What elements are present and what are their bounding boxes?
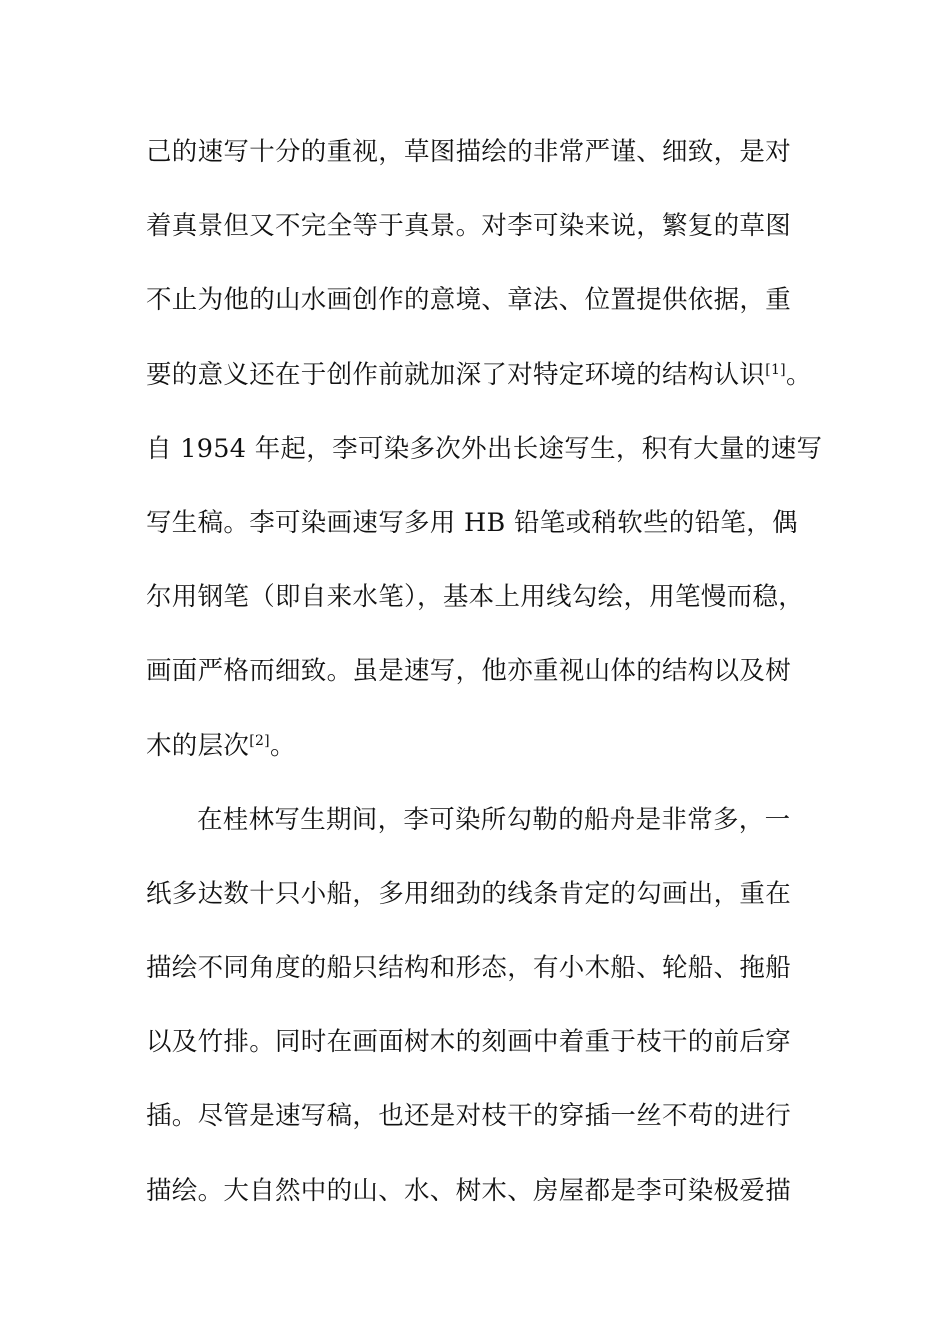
line-text: 木的层次 bbox=[146, 730, 250, 761]
line-text: 插。尽管是速写稿，也还是对枝干的穿插一丝不苟的进行 bbox=[146, 1101, 792, 1132]
text-line bbox=[146, 647, 806, 721]
line-punctuation: 。 bbox=[269, 730, 296, 761]
text-line bbox=[146, 128, 806, 202]
text-line bbox=[146, 351, 812, 425]
citation-marker: [1] bbox=[765, 361, 786, 378]
line-text: 画面严格而细致。虽是速写，他亦重视山体的结构以及树 bbox=[146, 656, 792, 687]
line-text: 纸多达数十只小船，多用细劲的线条肯定的勾画出，重在 bbox=[146, 878, 792, 909]
text-line bbox=[146, 870, 806, 944]
text-line bbox=[146, 425, 823, 499]
line-text: 尔用钢笔（即自来水笔），基本上用线勾绘，用笔慢而稳， bbox=[146, 582, 805, 613]
text-line bbox=[146, 573, 806, 647]
line-text: 着真景但又不完全等于真景。对李可染来说，繁复的草图 bbox=[146, 211, 792, 242]
line-text: 描绘不同角度的船只结构和形态，有小木船、轮船、拖船 bbox=[146, 953, 792, 984]
text-line bbox=[146, 722, 806, 796]
text-line bbox=[146, 276, 806, 350]
line-punctuation: 。 bbox=[785, 359, 812, 390]
text-line bbox=[146, 202, 806, 276]
line-text: 在桂林写生期间，李可染所勾勒的船舟是非常多，一 bbox=[197, 804, 791, 835]
line-text: 自 1954 年起，李可染多次外出长途写生，积有大量的速写 bbox=[146, 433, 823, 464]
line-text: 要的意义还在于创作前就加深了对特定环境的结构认识 bbox=[146, 359, 766, 390]
line-text: 不止为他的山水画创作的意境、章法、位置提供依据，重 bbox=[146, 285, 792, 316]
text-line bbox=[146, 1167, 806, 1241]
text-line bbox=[146, 499, 806, 573]
text-line bbox=[146, 944, 806, 1018]
text-line bbox=[146, 796, 806, 870]
line-text: 以及竹排。同时在画面树木的刻画中着重于枝干的前后穿 bbox=[146, 1027, 792, 1058]
text-line bbox=[146, 1092, 806, 1166]
citation-marker: [2] bbox=[249, 732, 270, 749]
line-text: 写生稿。李可染画速写多用 HB 铅笔或稍软些的铅笔，偶 bbox=[146, 507, 798, 538]
line-text: 描绘。大自然中的山、水、树木、房屋都是李可染极爱描 bbox=[146, 1175, 792, 1206]
text-line bbox=[146, 1018, 806, 1092]
body-text bbox=[146, 128, 823, 1241]
line-text: 己的速写十分的重视，草图描绘的非常严谨、细致，是对 bbox=[146, 137, 792, 167]
